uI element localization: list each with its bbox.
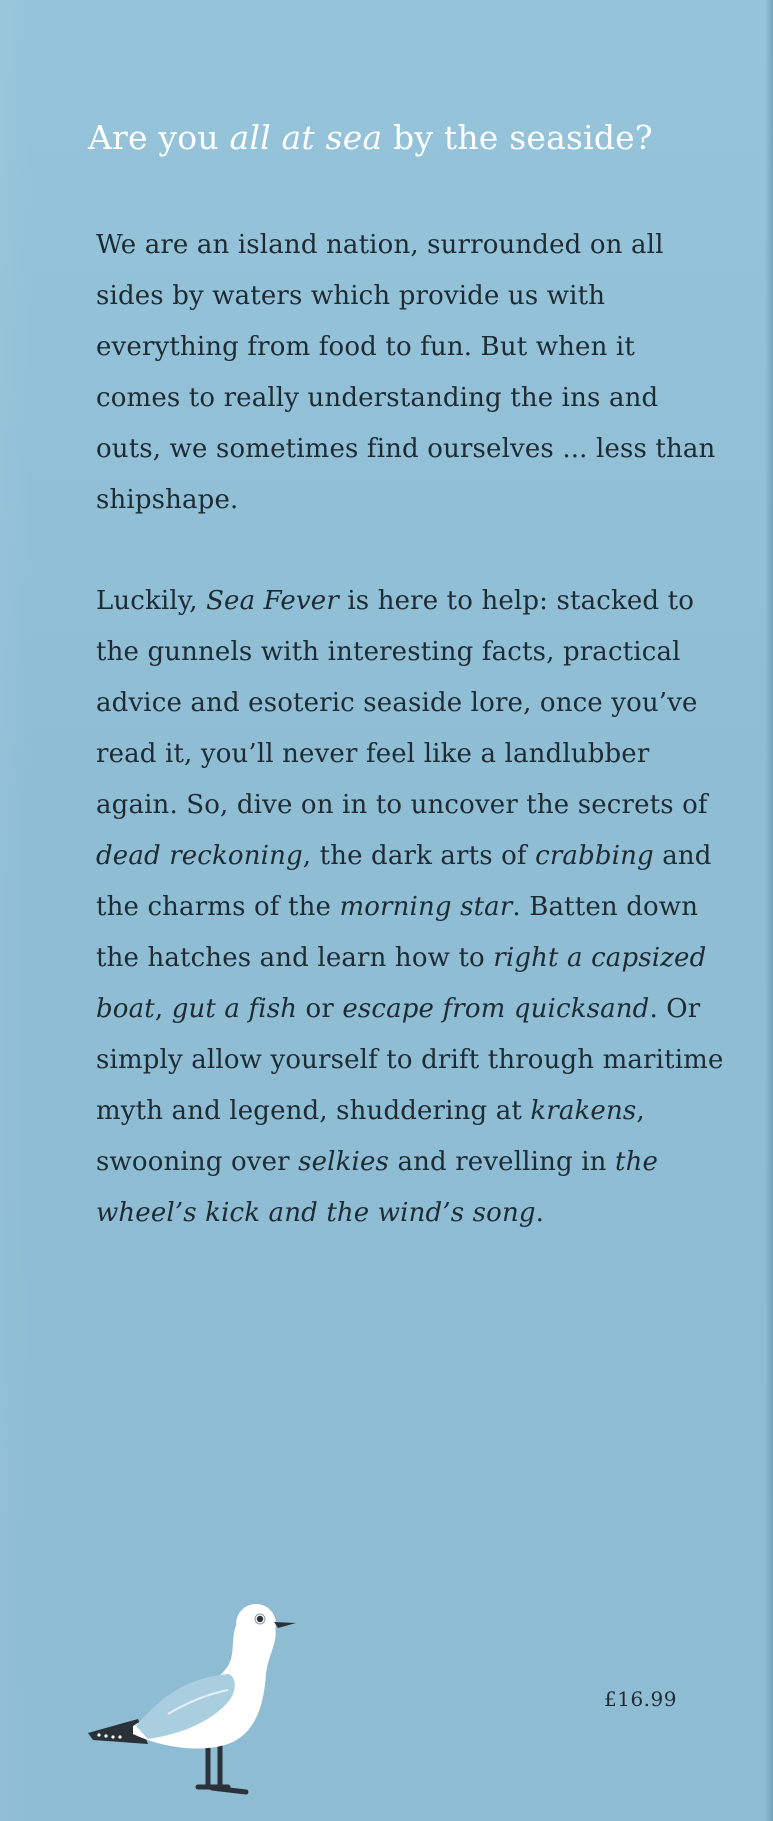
headline-italic: all at sea [229,118,383,157]
headline-text-1: Are you [88,118,230,157]
blurb-paragraph-2: Luckily, Sea Fever is here to help: stacked to the gunnels with interesting facts, practical advice and esoteric seaside lore, once you’ve read it, you’ll never feel like a landlubber again. So, dive on in to uncover the secrets of dead reckoning, the dark arts of crabbing and the charms of the morning star. Batten down the hatches and learn how to right a capsized boat, gut a fish or escape from quicksand. Or simply allow yourself to drift through maritime myth and legend, shuddering at krakens, swooning over selkies and revelling in the wheel’s kick and the wind’s song. [96,586,724,1228]
blurb-paragraph-1: We are an island nation, surrounded on all sides by waters which provide us with everything from food to fun. But when it comes to really understanding the ins and outs, we sometimes find ourselves ... less than shipshape. [96,230,716,515]
price: £16.99 [604,1687,677,1711]
book-title-italic: Sea Fever [206,586,339,616]
headline [88,118,768,158]
headline-text-2: by the seaside? [382,118,653,157]
seagull-icon [78,1594,308,1804]
seagull-head [236,1604,276,1644]
seagull-legs [198,1744,246,1792]
seagull-beak [274,1622,296,1628]
seagull-eye [257,1616,263,1622]
